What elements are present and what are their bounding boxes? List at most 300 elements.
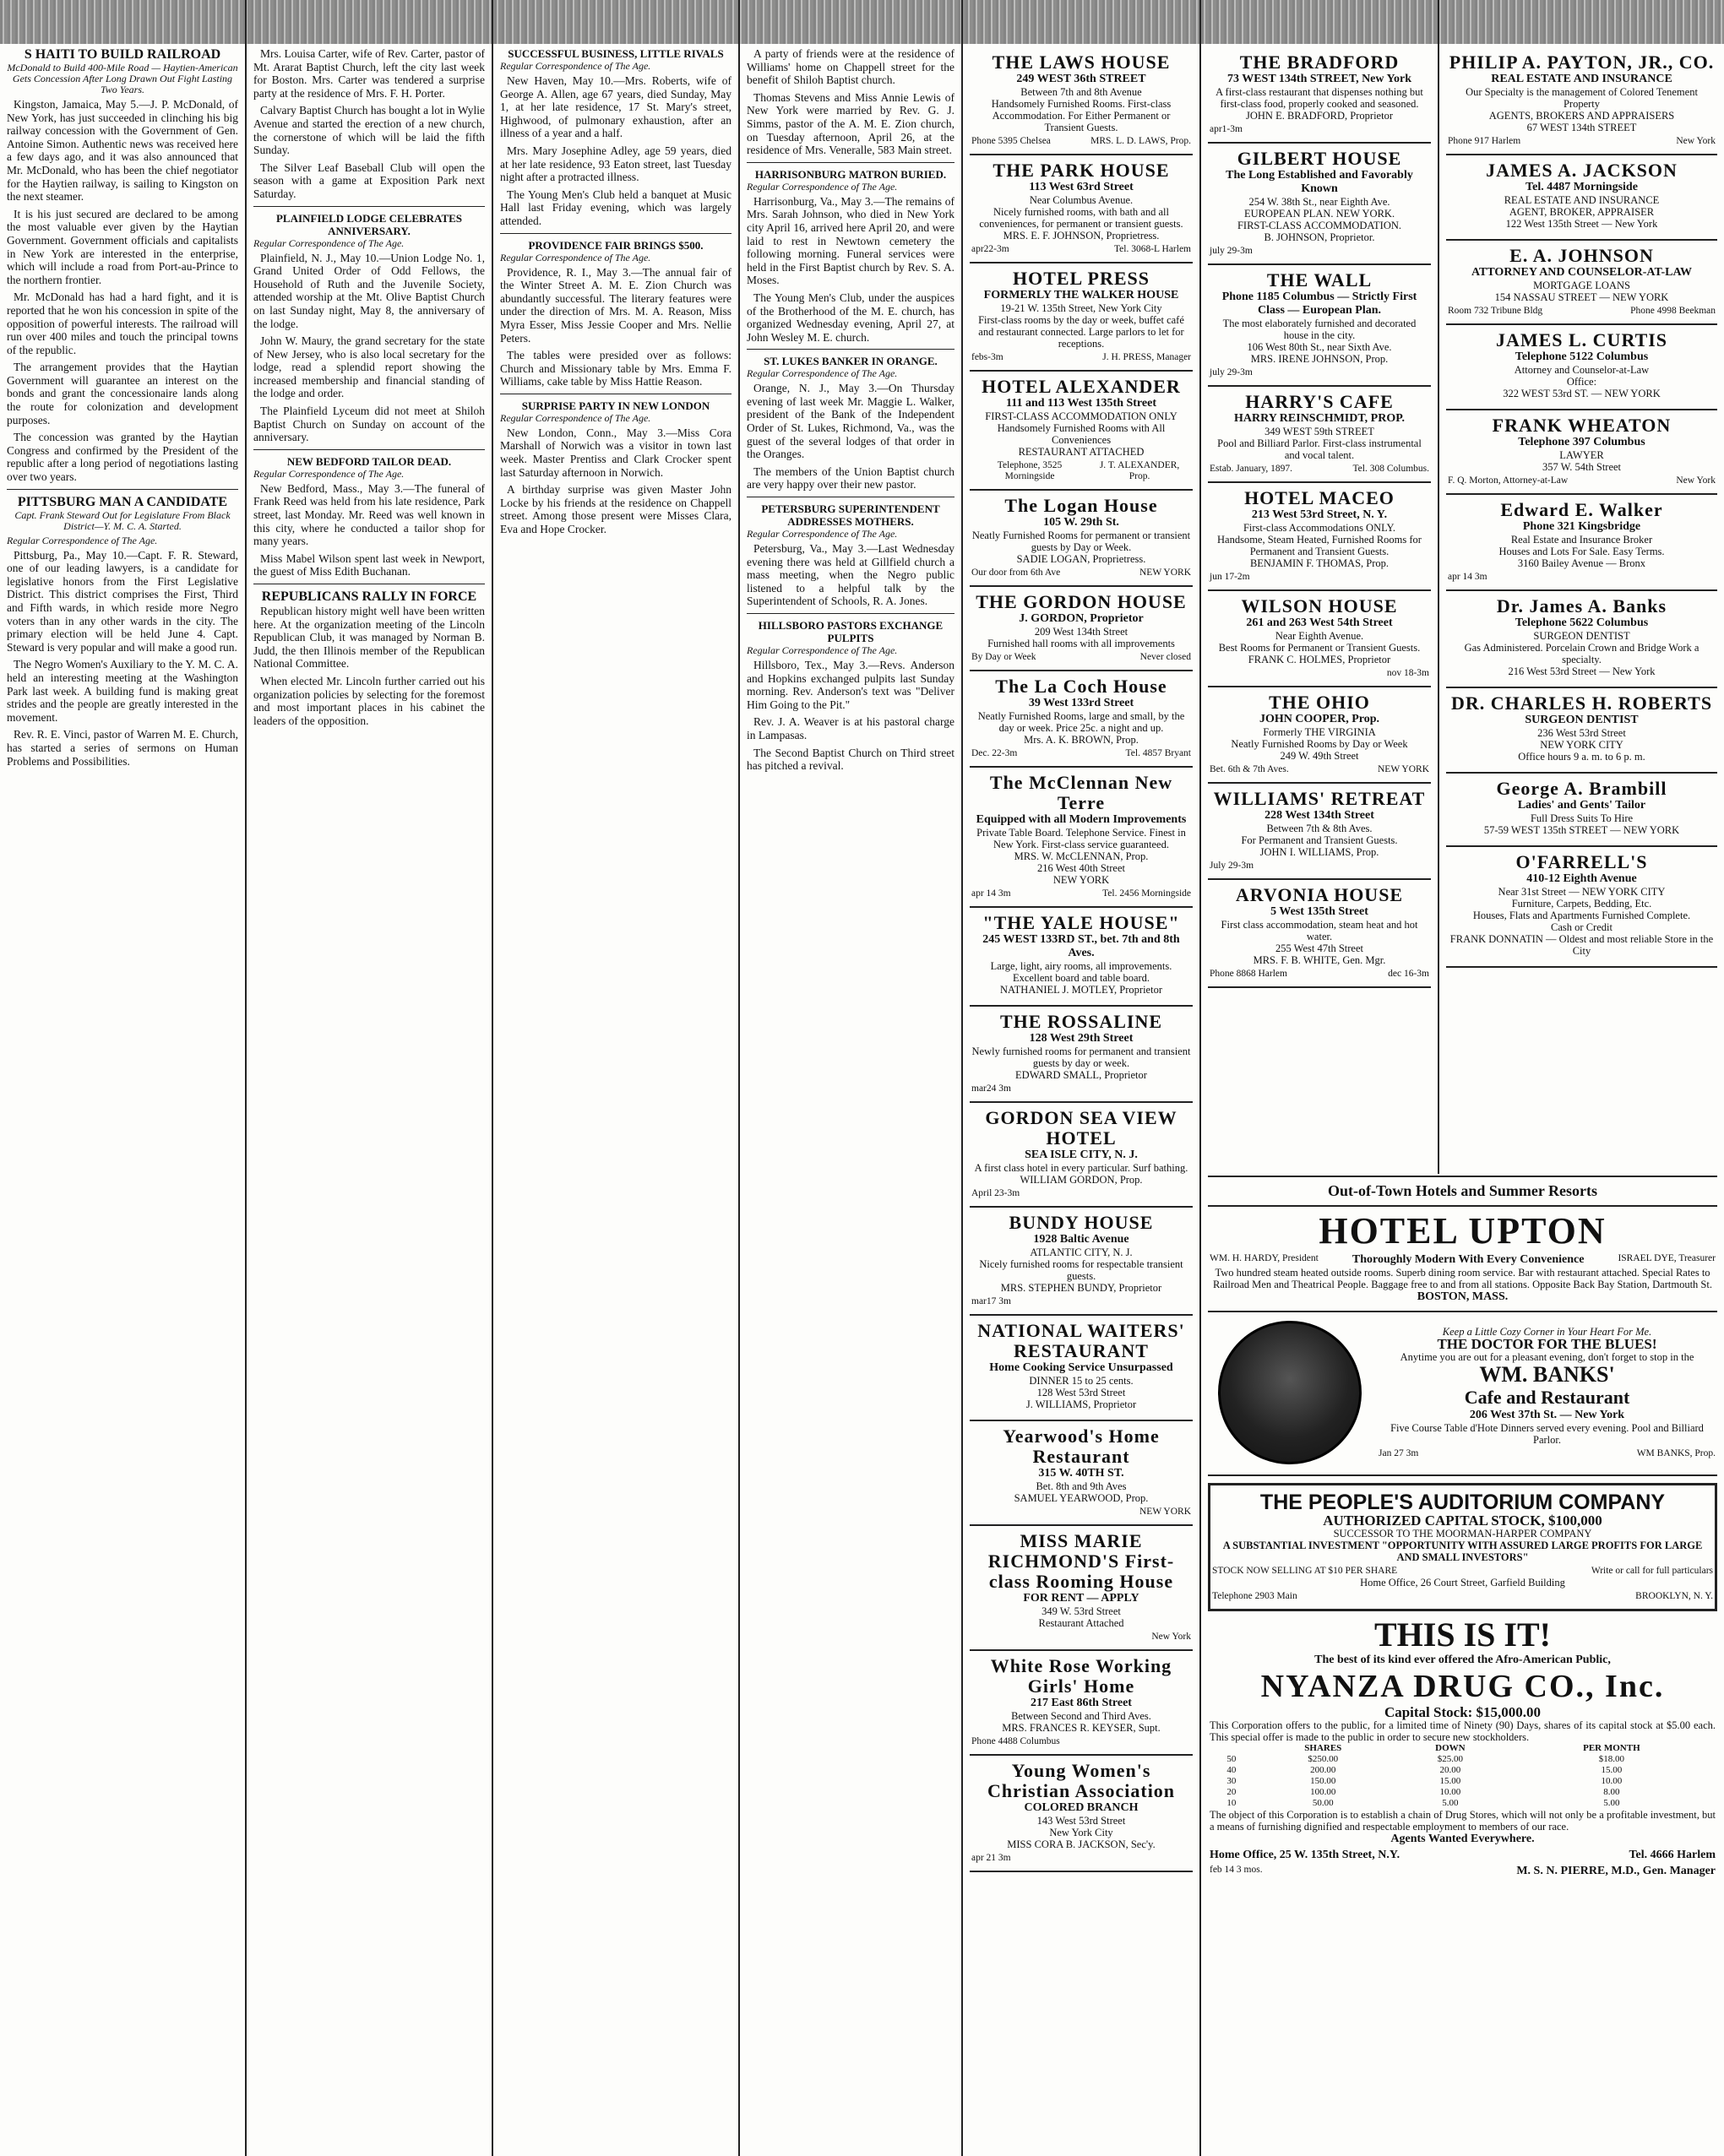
ad-successor: SUCCESSOR TO THE MOORMAN-HARPER COMPANY <box>1333 1528 1592 1540</box>
ad-line: FORMERLY THE WALKER HOUSE <box>983 289 1179 301</box>
ad-title: NATIONAL WAITERS' RESTAURANT <box>977 1320 1185 1361</box>
classified-ad <box>1446 241 1717 325</box>
ad-foot-left: febs-3m <box>971 352 1003 362</box>
ad-line: 39 West 133rd Street <box>1028 697 1134 709</box>
ad-name: WM. BANKS' <box>1479 1362 1615 1387</box>
headline-plainfield: PLAINFIELD LODGE CELEBRATES ANNIVERSARY. <box>275 211 463 237</box>
ad-line: Our Specialty is the management of Colored Tenement Property <box>1466 86 1698 110</box>
ad-line: 111 and 113 West 135th Street <box>1005 397 1156 410</box>
ad-capital: Capital Stock: $15,000.00 <box>1384 1704 1542 1720</box>
terms-row <box>1210 1798 1716 1809</box>
article-paragraph: Mrs. Louisa Carter, wife of Rev. Carter, pastor of Mt. Ararat Baptist Church, left the city last week for Boston. Mrs. Carter was tendered a surprise party at the residence of Mrs. F. H. Porter. <box>253 47 485 100</box>
ad-agents: Agents Wanted Everywhere. <box>1390 1833 1535 1845</box>
classified-ad <box>970 768 1193 908</box>
article-paragraph: Providence, R. I., May 3.—The annual fair of the Winter Street A. M. E. Zion Church was abundantly successful. The literary features were under the direction of Mrs. M. A. Reason, Miss Myra Esser, Miss Jessie Cooper and Mrs. Nellie Peters. <box>500 265 731 345</box>
ad-line: A first-class restaurant that dispenses nothing but first-class food, properly cooked and seasoned. <box>1216 86 1423 110</box>
ad-foot-right: J. H. PRESS, Manager <box>1102 352 1191 362</box>
ad-line: B. JOHNSON, Proprietor. <box>1264 231 1375 243</box>
ad-foot-right: dec 16-3m <box>1388 969 1429 979</box>
article-paragraph: It is his just secured are declared to be among the most valuable ever given by the Haytian Government. Government officials and capitalists in New York are interested in the enterprise, which will include a road from Port-au-Prince to the northern frontier. <box>7 207 238 286</box>
terms-header-cell: SHARES <box>1304 1743 1342 1753</box>
headline-new-bedford: NEW BEDFORD TAILOR DEAD. <box>286 454 452 468</box>
ad-line: 154 NASSAU STREET — NEW YORK <box>1494 291 1669 303</box>
ad-office: Home Office, 25 W. 135th Street, N.Y. <box>1210 1849 1400 1861</box>
ad-line: NEW YORK <box>1052 874 1110 886</box>
ad-line: MRS. F. B. WHITE, Gen. Mgr. <box>1253 954 1386 966</box>
ad-text: Five Course Table d'Hote Dinners served every evening. Pool and Billiard Parlor. <box>1390 1422 1704 1446</box>
divider <box>253 449 485 450</box>
article-paragraph: When elected Mr. Lincoln further carried out his organization policies by selecting for the foremost and most important places in his cabinet the leaders of the opposition. <box>253 674 485 727</box>
ad-foot-left: Telephone 2903 Main <box>1212 1591 1297 1601</box>
terms-cell: 5.00 <box>1442 1798 1459 1808</box>
ad-line: Full Dress Suits To Hire <box>1530 812 1634 824</box>
ad-foot-right: WM BANKS, Prop. <box>1636 1448 1716 1458</box>
divider <box>7 489 238 490</box>
ad-line: 322 WEST 53rd ST. — NEW YORK <box>1503 388 1661 399</box>
ad-office-row <box>1210 1849 1716 1862</box>
article-paragraph: Petersburg, Va., May 3.—Last Wednesday evening there was held at Gillfield church a mass meeting, when the Negro public listened to a helpful talk by the Superintendent of Schools, R. A. Jones. <box>747 542 954 608</box>
ad-foot-row <box>1210 764 1429 775</box>
correspondence-line: Regular Correspondence of The Age. <box>500 60 651 72</box>
ad-line: Furnished hall rooms with all improvements <box>987 638 1175 649</box>
ad-title: Cafe and Restaurant <box>1464 1387 1630 1408</box>
article-paragraph: Rev. J. A. Weaver is at his pastoral charge in Lampasas. <box>747 715 954 741</box>
article-paragraph: Mr. McDonald has had a hard fight, and it is reported that he won his concession in spite of the opposition of powerful interests. The railroad will run over 400 miles and touch the principal towns of the republic. <box>7 291 238 356</box>
terms-cell: 10 <box>1226 1798 1237 1808</box>
ad-kicker: Keep a Little Cozy Corner in Your Heart For Me. <box>1442 1326 1652 1338</box>
bottom-ads-area <box>1201 1176 1724 2156</box>
column-rule <box>1199 1174 1201 2156</box>
ad-title: HOTEL MACEO <box>1244 487 1395 508</box>
article-paragraph: The members of the Union Baptist church are very happy over their new pastor. <box>747 464 954 491</box>
ad-line: SEA ISLE CITY, N. J. <box>1025 1149 1138 1161</box>
article-paragraph: A birthday surprise was given Master John Locke by his friends at the residence on Chappell street. Among those present were Misses Clara, Eva and Hope Crocker. <box>500 483 731 536</box>
headline-new-london: SURPRISE PARTY IN NEW LONDON <box>521 399 710 412</box>
article-paragraph: Calvary Baptist Church has bought a lot in Wylie Avenue and started the erection of a new church, the cornerstone of which will be laid the fifth Sunday. <box>253 104 485 157</box>
classified-ad <box>970 1421 1193 1526</box>
ad-foot-left: mar24 3m <box>971 1083 1011 1094</box>
ad-text: Anytime you are out for a pleasant evening, don't forget to stop in the <box>1400 1351 1694 1363</box>
correspondence-line: Regular Correspondence of The Age. <box>500 411 651 424</box>
ad-investment: A SUBSTANTIAL INVESTMENT "OPPORTUNITY WITH ASSURED LARGE PROFITS FOR LARGE AND SMALL INVESTORS" <box>1222 1540 1703 1563</box>
ad-title: George A. Brambill <box>1496 778 1667 799</box>
ad-foot-left: apr 21 3m <box>971 1853 1011 1863</box>
ad-line: First class accommodation, steam heat and hot water. <box>1221 919 1418 942</box>
portrait-wrapper <box>1210 1317 1370 1468</box>
ad-title: THE PEOPLE'S AUDITORIUM COMPANY <box>1259 1491 1666 1514</box>
ad-line: MISS CORA B. JACKSON, Sec'y. <box>1007 1838 1156 1850</box>
article-paragraph: New London, Conn., May 3.—Miss Cora Marshall of Norwich was a visitor in town last week. Master Prentiss and Clark Crocker spent last Saturday afternoon in Norwich. <box>500 426 731 479</box>
ad-line: Handsome, Steam Heated, Furnished Rooms for Permanent and Transient Guests. <box>1217 534 1422 557</box>
ad-office: Home Office, 26 Court Street, Garfield Building <box>1360 1577 1565 1588</box>
terms-cell: 200.00 <box>1310 1765 1336 1775</box>
ad-title: "THE YALE HOUSE" <box>982 912 1180 933</box>
terms-row <box>1210 1787 1716 1798</box>
divider <box>500 233 731 234</box>
ad-line: 106 West 80th St., near Sixth Ave. <box>1247 341 1392 353</box>
ad-line: Ladies' and Gents' Tailor <box>1517 799 1646 812</box>
ad-line: 357 W. 54th Street <box>1542 461 1622 473</box>
classified-ad <box>1446 847 1717 968</box>
correspondence-line: Regular Correspondence of The Age. <box>253 236 405 249</box>
article-paragraph: The Silver Leaf Baseball Club will open the season with a game at Exposition Park next Saturday. <box>253 160 485 200</box>
ad-foot-row <box>1210 367 1429 378</box>
ad-title: The La Coch House <box>995 676 1167 697</box>
ad-title: The McClennan New Terre <box>989 772 1173 813</box>
terms-cell: 20 <box>1226 1787 1237 1797</box>
terms-cell: 100.00 <box>1310 1787 1336 1797</box>
ad-title: WILLIAMS' RETREAT <box>1213 788 1426 809</box>
ad-line: Large, light, airy rooms, all improvements. Excellent board and table board. <box>990 960 1172 984</box>
article-paragraph: Republican history might well have been written here. At the organization meeting of the Lincoln Republican Club, it was managed by Norman B. Judd, the then Illinois member of the Republican National Committee. <box>253 605 485 671</box>
classified-ad <box>1446 325 1717 410</box>
ad-foot-left: F. Q. Morton, Attorney-at-Law <box>1448 475 1569 486</box>
ad-line: NATHANIEL J. MOTLEY, Proprietor <box>1000 984 1162 996</box>
article-paragraph: The arrangement provides that the Haytian Government will guarantee an interest on the bonds and grant the concessionaire lands along the route for colonization and development purposes. <box>7 361 238 426</box>
column-7-business-cards <box>1439 0 1724 1174</box>
ad-line: AGENT, BROKER, APPRAISER <box>1509 206 1655 218</box>
terms-cell: 10.00 <box>1439 1787 1461 1797</box>
ad-line: Between Second and Third Aves. <box>1011 1710 1151 1722</box>
ad-line: EUROPEAN PLAN. NEW YORK. <box>1243 208 1395 220</box>
classified-ad <box>1446 774 1717 847</box>
ad-line: Nicely furnished rooms, with bath and all conveniences, for permanent or transient guests. <box>979 206 1183 230</box>
article-paragraph: The concession was granted by the Haytian Congress and confirmed by the President of the republic after a long period of negotiations lasting over two years. <box>7 431 238 484</box>
ad-title: HARRY'S CAFE <box>1245 391 1394 412</box>
correspondence-line: Regular Correspondence of The Age. <box>747 180 898 193</box>
ad-line: Office: <box>1566 376 1597 388</box>
portrait-image <box>1218 1321 1362 1464</box>
ad-foot-left: apr22-3m <box>971 244 1009 254</box>
ad-line: Neatly Furnished Rooms by Day or Week <box>1231 738 1408 750</box>
terms-cell: 5.00 <box>1603 1798 1620 1808</box>
ad-line: Neatly Furnished Rooms, large and small, by the day or week. Price 25c. a night and up. <box>977 710 1185 734</box>
ad-line: RESTAURANT ATTACHED <box>1018 446 1145 458</box>
ad-line: 245 WEST 133RD ST., bet. 7th and 8th Aves. <box>982 933 1180 959</box>
classified-ad <box>970 1007 1193 1103</box>
article-paragraph: The tables were presided over as follows: Church and Missionary table by Mrs. Emma F. Williams, cake table by Miss Hattie Reason. <box>500 349 731 388</box>
terms-cell: 50.00 <box>1312 1798 1334 1808</box>
article-paragraph: Miss Mabel Wilson spent last week in Newport, the guest of Miss Edith Buchanan. <box>253 551 485 578</box>
divider <box>253 206 485 207</box>
ad-line: Newly furnished rooms for permanent and transient guests by day or week. <box>971 1045 1191 1069</box>
classified-ad <box>970 1651 1193 1756</box>
divider <box>747 613 954 614</box>
ad-foot-right: Phone 4998 Beekman <box>1630 306 1716 316</box>
classified-ad <box>1208 880 1431 988</box>
ad-line: J. WILLIAMS, Proprietor <box>1025 1398 1137 1410</box>
ad-foot-row <box>971 1507 1191 1518</box>
classified-ad <box>1208 591 1431 687</box>
ad-line: The Long Established and Favorably Known <box>1226 169 1413 195</box>
ad-mgr-row <box>1210 1865 1716 1878</box>
banks-text <box>1379 1326 1716 1459</box>
ad-title: Dr. James A. Banks <box>1496 595 1667 616</box>
ad-line: 209 West 134th Street <box>1034 626 1128 638</box>
ad-line: The best of its kind ever offered the Afro-American Public, <box>1314 1654 1611 1666</box>
ad-title: HOTEL ALEXANDER <box>982 376 1181 397</box>
column-4 <box>740 0 961 2156</box>
ad-line: Office hours 9 a. m. to 6 p. m. <box>1518 751 1645 763</box>
headline-haiti: S HAITI TO BUILD RAILROAD <box>24 47 221 62</box>
terms-header-row <box>1210 1743 1716 1754</box>
classified-ad <box>970 263 1193 372</box>
ad-line: 216 West 40th Street <box>1037 862 1125 874</box>
correspondence-line: Regular Correspondence of The Age. <box>747 367 898 380</box>
ad-line: Telephone 5122 Columbus <box>1515 350 1649 363</box>
ad-foot-right: Never closed <box>1139 652 1191 662</box>
ad-line: Near 31st Street — NEW YORK CITY <box>1498 886 1666 898</box>
ad-foot-right: nov 18-3m <box>1386 668 1429 678</box>
ad-line: FOR RENT — APPLY <box>1023 1592 1139 1605</box>
ad-line: Bet. 8th and 9th Aves <box>1036 1480 1127 1492</box>
ad-title: HOTEL UPTON <box>1319 1210 1607 1252</box>
headline-hillsboro: HILLSBORO PASTORS EXCHANGE PULPITS <box>758 619 944 644</box>
ad-title: THE ROSSALINE <box>999 1011 1163 1032</box>
ad-foot-left: Phone 917 Harlem <box>1448 136 1521 146</box>
ad-line: ATLANTIC CITY, N. J. <box>1030 1246 1133 1258</box>
terms-table <box>1210 1743 1716 1809</box>
ad-line: FIRST-CLASS ACCOMMODATION ONLY <box>985 410 1177 422</box>
ad-line: J. GORDON, Proprietor <box>1019 612 1144 625</box>
article-paragraph: Harrisonburg, Va., May 3.—The remains of Mrs. Sarah Johnson, who died in New York city April 16, arrived here April 20, and were laid to rest in Newtown cemetery the following morning. Funeral services were held in the First Baptist church by Rev. S. A. Moses. <box>747 194 954 287</box>
article-paragraph: Pittsburg, Pa., May 10.—Capt. F. R. Steward, one of our leading lawyers, is a candidate for legislative honors from the First Legislative District. This district comprises the First, Third and Fifth wards, in which reside more Negro voters than in any other wards in the city. The primary election will be held June 4. Capt. Steward is very popular and will make a good run. <box>7 548 238 654</box>
ad-foot-right: New York <box>1151 1632 1191 1642</box>
ad-line: 3160 Bailey Avenue — Bronx <box>1517 557 1646 569</box>
ad-title: DR. CHARLES H. ROBERTS <box>1450 692 1713 714</box>
column-3 <box>493 0 738 2156</box>
ad-line: Mrs. A. K. BROWN, Prop. <box>1024 734 1139 746</box>
article-paragraph: New Haven, May 10.—Mrs. Roberts, wife of George A. Allen, age 67 years, died Sunday, May 1, at her late residence, 17 St. Mary's street, Highwood, of pulmonary exhaustion, after an illness of a year and a half. <box>500 74 731 140</box>
ad-line: 216 West 53rd Street — New York <box>1508 665 1656 677</box>
ad-banks-cafe <box>1208 1312 1717 1476</box>
ad-line: 1928 Baltic Avenue <box>1033 1233 1129 1246</box>
article-paragraph: Thomas Stevens and Miss Annie Lewis of New York were married by Rev. G. J. Simms, pastor of the A. M. E. Zion church, on Tuesday afternoon, April 26, at the residence of Mrs. Veneralle, 583 Main street. <box>747 90 954 157</box>
ad-line: Phone 321 Kingsbridge <box>1522 520 1641 533</box>
ad-line: COLORED BRANCH <box>1024 1801 1139 1814</box>
ad-foot-right: NEW YORK <box>1377 764 1429 774</box>
ad-line: 410-12 Eighth Avenue <box>1526 872 1637 885</box>
terms-row <box>1210 1754 1716 1765</box>
ad-line: Neatly Furnished Rooms for permanent or transient guests by Day or Week. <box>971 529 1191 553</box>
article-paragraph: A party of friends were at the residence of Williams' home on Chappell street for the benefit of Shiloh Baptist church. <box>747 47 954 87</box>
classified-ad <box>1208 265 1431 387</box>
classified-ad <box>970 47 1193 155</box>
ad-title: GILBERT HOUSE <box>1237 148 1402 169</box>
ad-line: Formerly THE VIRGINIA <box>1263 726 1376 738</box>
ad-title: The Logan House <box>1004 495 1158 516</box>
classified-ad <box>1208 483 1431 591</box>
terms-header-cell: PER MONTH <box>1583 1743 1640 1753</box>
classified-ad <box>1446 591 1717 688</box>
ad-foot-right: New York <box>1676 475 1716 486</box>
ad-manager: M. S. N. PIERRE, M.D., Gen. Manager <box>1516 1865 1716 1877</box>
ad-line: 113 West 63rd Street <box>1029 181 1134 193</box>
terms-cell: 50 <box>1226 1754 1237 1764</box>
ad-foot-row <box>971 136 1191 147</box>
ad-foot-right: BROOKLYN, N. Y. <box>1635 1591 1713 1601</box>
classified-ad <box>1208 687 1431 784</box>
ad-foot-row <box>971 1188 1191 1199</box>
ad-foot-right: New York <box>1676 136 1716 146</box>
ad-line: Equipped with all Modern Improvements <box>976 813 1187 826</box>
ad-foot-left: April 23-3m <box>971 1188 1020 1198</box>
ad-foot-row <box>971 1296 1191 1307</box>
ad-foot-left: Phone 4488 Columbus <box>971 1736 1060 1746</box>
ad-write: Write or call for full particulars <box>1591 1566 1713 1576</box>
classified-ad <box>970 1526 1193 1651</box>
ad-line: 73 WEST 134th STREET, New York <box>1226 73 1412 85</box>
ad-title: JAMES A. JACKSON <box>1486 160 1678 181</box>
ad-line: AGENTS, BROKERS AND APPRAISERS <box>1488 110 1675 122</box>
ad-foot-row <box>971 748 1191 759</box>
ad-line: Private Table Board. Telephone Service. Finest in New York. First-class service guaranteed. <box>976 827 1186 850</box>
classified-ad <box>1446 410 1717 495</box>
ad-line: EDWARD SMALL, Proprietor <box>1015 1069 1147 1081</box>
classified-ad <box>1208 387 1431 483</box>
article-paragraph: Orange, N. J., May 3.—On Thursday evening of last week Mr. Maggie L. Walker, president of the Bank of the Independent Order of St. Lukes, Richmond, Va., was the guest of the several lodges of that order in the Oranges. <box>747 382 954 461</box>
ad-line: Handsomely Furnished Rooms with All Conveniences <box>997 422 1166 446</box>
ad-line: LAWYER <box>1559 449 1604 461</box>
ad-line: WILLIAM GORDON, Prop. <box>1020 1174 1143 1186</box>
terms-header-cell: DOWN <box>1435 1743 1466 1753</box>
article-paragraph: Kingston, Jamaica, May 5.—J. P. McDonald, of New York, has just succeeded in clinching his big railway concession with the Government of Gen. Antoine Simon. Authentic news was received here a few days ago, and it was also announced that Mr. McDonald, who has been the chief negotiator for the Haytien railway, is sailing to Kingston on the next steamer. <box>7 98 238 204</box>
ad-tel: Tel. 4666 Harlem <box>1629 1849 1716 1861</box>
classified-ad <box>1446 47 1717 155</box>
ad-line: SURGEON DENTIST <box>1525 714 1639 726</box>
ad-foot-row <box>1448 572 1716 583</box>
ad-title: PHILIP A. PAYTON, JR., CO. <box>1449 52 1715 73</box>
ad-line: Nicely furnished rooms for respectable transient guests. <box>979 1258 1183 1282</box>
ad-line: 254 W. 38th St., near Eighth Ave. <box>1248 196 1390 208</box>
correspondence-line: Regular Correspondence of The Age. <box>253 467 405 480</box>
ad-object: The object of this Corporation is to establish a chain of Drug Stores, which will not only be a profitable investment, but a means of furnishing dignified and respectable employment to members of our race. <box>1210 1809 1716 1833</box>
ad-line: Restaurant Attached <box>1038 1617 1124 1629</box>
classified-ad <box>1446 155 1717 241</box>
ad-title: THE LAWS HOUSE <box>992 52 1171 73</box>
ad-line: ATTORNEY AND COUNSELOR-AT-LAW <box>1471 266 1693 279</box>
ad-foot-row <box>971 568 1191 578</box>
headline-republicans: REPUBLICANS RALLY IN FORCE <box>261 589 477 604</box>
ad-line: NEW YORK CITY <box>1540 739 1623 751</box>
terms-cell: 15.00 <box>1439 1776 1461 1786</box>
ad-line: 19-21 W. 135th Street, New York City <box>1000 302 1162 314</box>
ad-foot-left: Bet. 6th & 7th Aves. <box>1210 764 1289 774</box>
ad-line: MRS. IRENE JOHNSON, Prop. <box>1250 353 1389 365</box>
ad-foot-left: july 29-3m <box>1210 367 1253 377</box>
article-paragraph: The Negro Women's Auxiliary to the Y. M. C. A. held an interesting meeting at the Washington Park last week. A building fund is making great strides and the people are greatly interested in the movement. <box>7 658 238 724</box>
ad-line: SURGEON DENTIST <box>1533 630 1630 642</box>
terms-cell: 20.00 <box>1439 1765 1461 1775</box>
ad-peoples-auditorium <box>1208 1483 1717 1611</box>
ad-foot-row <box>1210 464 1429 475</box>
ad-line: Attorney and Counselor-at-Law <box>1514 364 1650 376</box>
headline-petersburg: PETERSBURG SUPERINTENDENT ADDRESSES MOTHERS. <box>761 502 940 529</box>
ad-foot-left: july 29-3m <box>1210 246 1253 256</box>
ad-line: A first class hotel in every particular. Surf bathing. <box>974 1162 1188 1174</box>
ad-line: DINNER 15 to 25 cents. <box>1029 1375 1134 1387</box>
subhead-haiti: McDonald to Build 400-Mile Road — Haytien-American Gets Concession After Long Drawn Out Fight Lasting Two Years. <box>7 62 238 95</box>
classified-ad <box>970 372 1193 491</box>
ad-title: E. A. JOHNSON <box>1509 245 1654 266</box>
ad-foot-row <box>1210 861 1429 872</box>
ad-line: 128 West 29th Street <box>1029 1032 1134 1045</box>
article-paragraph: Rev. R. E. Vinci, pastor of Warren M. E. Church, has started a series of sermons on Human Problems and Possibilities. <box>7 728 238 768</box>
article-paragraph: Mrs. Mary Josephine Adley, age 59 years, died at her late residence, 93 Eaton street, last Tuesday night after a protracted illness. <box>500 144 731 184</box>
article-paragraph: John W. Maury, the grand secretary for the state of New Jersey, who is also local secretary for the lodge, read a splendid report showing the increased membership and financial standing of the lodge and order. <box>253 334 485 400</box>
terms-cell: 8.00 <box>1603 1787 1620 1797</box>
ad-foot-row <box>1210 969 1429 980</box>
ad-foot-left: mar17 3m <box>971 1296 1011 1306</box>
headline-providence: PROVIDENCE FAIR BRINGS $500. <box>528 238 704 252</box>
ad-line: 213 West 53rd Street, N. Y. <box>1251 508 1388 521</box>
ad-foot-left: jun 17-2m <box>1210 572 1250 582</box>
ad-line: First-class Accommodations ONLY. <box>1243 522 1396 534</box>
terms-cell: $18.00 <box>1598 1754 1624 1764</box>
ad-line: First-class rooms by the day or week, buffet café and restaurant connected. Large parlors to let for receptions. <box>978 314 1184 350</box>
ad-text: This Corporation offers to the public, for a limited time of Ninety (90) Days, shares of its capital stock at $5.00 each. This special offer is made to the public in order to secure new stockholders. <box>1210 1719 1716 1743</box>
ad-foot-left: Jan 27 3m <box>1379 1448 1419 1458</box>
ad-line: BENJAMIN F. THOMAS, Prop. <box>1249 557 1390 569</box>
ad-hotel-upton <box>1208 1207 1717 1312</box>
classified-ad <box>1208 47 1431 144</box>
ad-line: HARRY REINSCHMIDT, PROP. <box>1233 412 1405 425</box>
ad-title: Young Women's Christian Association <box>987 1760 1176 1801</box>
ad-foot-left: Room 732 Tribune Bldg <box>1448 306 1543 316</box>
ad-foot-row <box>971 352 1191 363</box>
ad-foot-left: apr1-3m <box>1210 124 1243 134</box>
column-2 <box>247 0 492 2156</box>
ad-line: 128 West 53rd Street <box>1036 1387 1126 1398</box>
ad-foot-row <box>971 888 1191 899</box>
classified-ad <box>1208 784 1431 880</box>
ad-foot-row <box>1210 572 1429 583</box>
ad-foot-row <box>971 652 1191 663</box>
ad-title: THE WALL <box>1266 269 1373 291</box>
ad-foot-row <box>971 244 1191 255</box>
classified-ad <box>970 587 1193 671</box>
terms-cell: 15.00 <box>1601 1765 1623 1775</box>
article-paragraph: New Bedford, Mass., May 3.—The funeral of Frank Reed was held from his late residence, Park street, last Monday. Mr. Reed was well known in this city, where he conducted a tailor shop for many years. <box>253 481 485 548</box>
ad-officers-row <box>1210 1253 1716 1267</box>
ad-foot-left: Our door from 6th Ave <box>971 568 1061 578</box>
ad-stock-row <box>1212 1566 1713 1577</box>
ad-line: 261 and 263 West 54th Street <box>1246 616 1393 629</box>
terms-cell: 150.00 <box>1310 1776 1336 1786</box>
subhead-pittsburg: Capt. Frank Steward Out for Legislature From Black District—Y. M. C. A. Started. <box>14 508 231 532</box>
correspondence-line: Regular Correspondence of The Age. <box>7 534 158 546</box>
ad-foot-left: Telephone, 3525 Morningside <box>997 460 1063 481</box>
ad-foot-left: By Day or Week <box>971 652 1036 662</box>
divider <box>747 162 954 163</box>
article-paragraph: The Plainfield Lyceum did not meet at Shiloh Baptist Church on Sunday on account of the anniversary. <box>253 405 485 444</box>
ad-foot-right: Tel. 2456 Morningside <box>1102 888 1191 899</box>
headline-orange: ST. LUKES BANKER IN ORANGE. <box>764 355 938 368</box>
ad-line: 5 West 135th Street <box>1270 905 1368 918</box>
ad-line: 249 W. 49th Street <box>1280 750 1359 762</box>
ad-title: GORDON SEA VIEW HOTEL <box>985 1107 1177 1149</box>
ad-line: 315 W. 40TH ST. <box>1038 1467 1124 1480</box>
classified-ad <box>1446 495 1717 591</box>
ad-foot-row <box>971 1632 1191 1643</box>
ad-line: The most elaborately furnished and decorated house in the city. <box>1222 318 1417 341</box>
ad-line: 349 W. 53rd Street <box>1041 1605 1121 1617</box>
ad-line: Houses, Flats and Apartments Furnished Complete. <box>1472 910 1691 921</box>
ad-line: 349 WEST 59th STREET <box>1264 426 1374 437</box>
ad-line: Telephone 397 Columbus <box>1518 436 1645 448</box>
classified-ad <box>970 1316 1193 1421</box>
classified-ad <box>970 671 1193 768</box>
